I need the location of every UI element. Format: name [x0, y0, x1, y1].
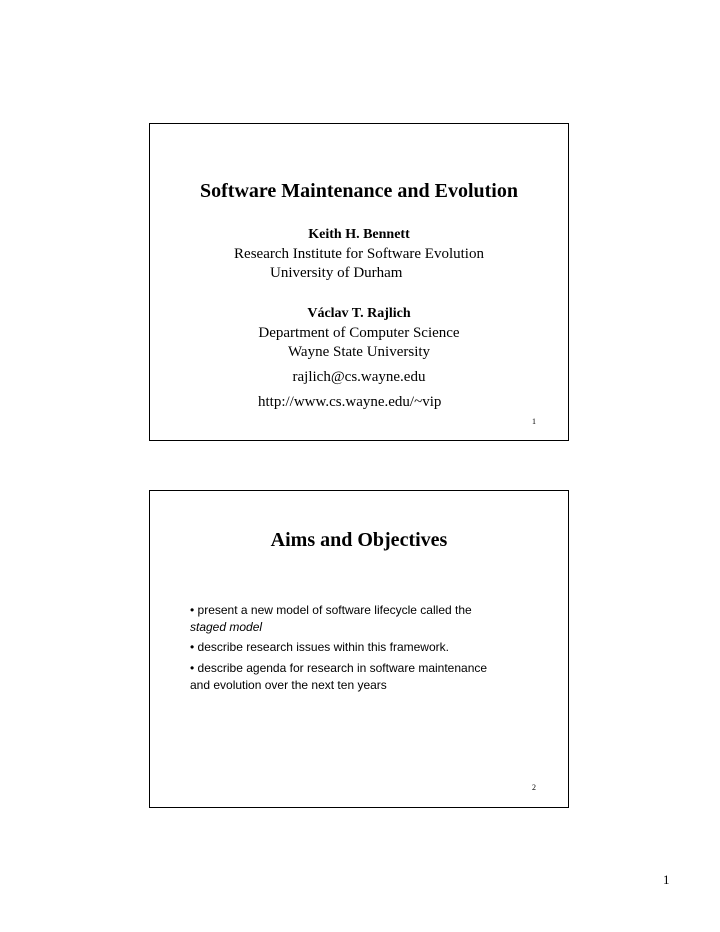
bullet-3-line-2: and evolution over the next ten years	[190, 678, 387, 692]
bullet-1-line-1: • present a new model of software lifecycle called the	[190, 603, 472, 617]
author-1-affiliation: Research Institute for Software Evolution	[234, 246, 484, 262]
author-2-department: Department of Computer Science	[258, 325, 460, 341]
author-2-university: Wayne State University	[287, 344, 431, 360]
author-1-university: University of Durham	[270, 265, 403, 281]
author-1-name: Keith H. Bennett	[308, 227, 410, 242]
slide-1	[149, 123, 569, 441]
slide-1-number: 1	[532, 417, 536, 426]
author-2-name: Václav T. Rajlich	[307, 306, 411, 321]
slide-2-title: Aims and Objectives	[270, 529, 448, 551]
bullet-3-line-1: • describe agenda for research in software maintenance	[190, 661, 488, 675]
slide-2-number: 2	[532, 783, 536, 792]
page-number: 1	[663, 872, 670, 887]
author-2-url: http://www.cs.wayne.edu/~vip	[258, 394, 442, 410]
slide-2	[149, 490, 569, 808]
bullet-2: • describe research issues within this framework.	[190, 640, 449, 654]
slide-1-title: Software Maintenance and Evolution	[200, 180, 518, 202]
bullet-1-line-2: staged model	[190, 620, 263, 634]
author-2-email: rajlich@cs.wayne.edu	[292, 369, 426, 385]
